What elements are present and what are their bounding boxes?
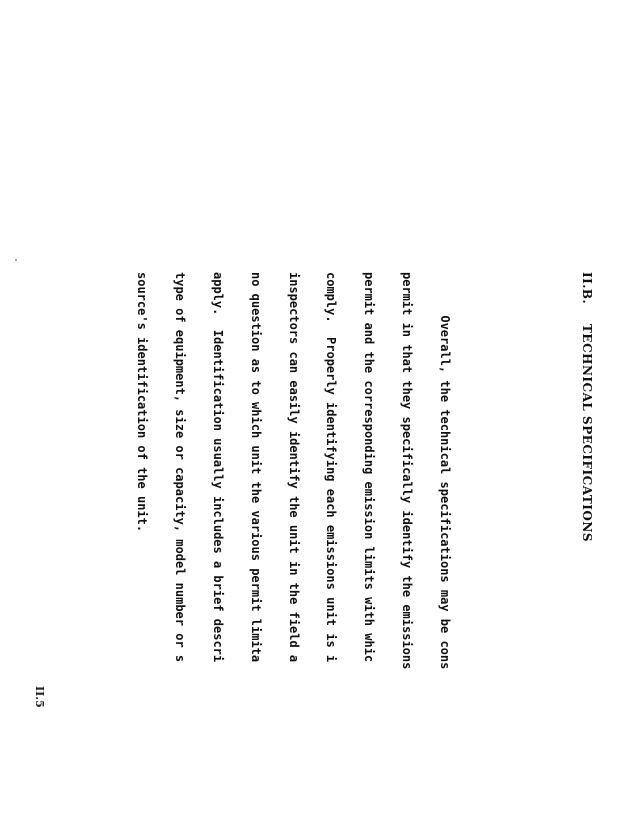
text-line: source's identification of the unit. xyxy=(135,272,150,533)
page-number: II.5 xyxy=(33,686,46,708)
scan-speck xyxy=(15,259,17,261)
section-title: TECHNICAL SPECIFICATIONS xyxy=(579,324,594,542)
text-line: no question as to which unit the various permit limita xyxy=(248,272,263,663)
paragraph-emissions xyxy=(0,272,22,832)
text-line: permit and the corresponding emission limits with whic xyxy=(362,272,377,663)
text-line: type of equipment, size or capacity, model number or s xyxy=(173,272,188,663)
text-line: comply. Properly identifying each emissions unit is i xyxy=(324,272,339,663)
section-heading xyxy=(577,272,593,832)
paragraph-overall xyxy=(111,272,476,832)
text-line: Overall, the technical specifications may be cons xyxy=(437,272,452,670)
section-number: II.B. xyxy=(579,272,594,305)
text-line: inspectors can easily identify the unit in the field a xyxy=(286,272,301,663)
text-line: permit in that they specifically identify the emissions xyxy=(399,272,414,670)
rotated-text-block xyxy=(0,272,618,832)
text-line: apply. Identification usually includes a brief descri xyxy=(210,272,225,663)
